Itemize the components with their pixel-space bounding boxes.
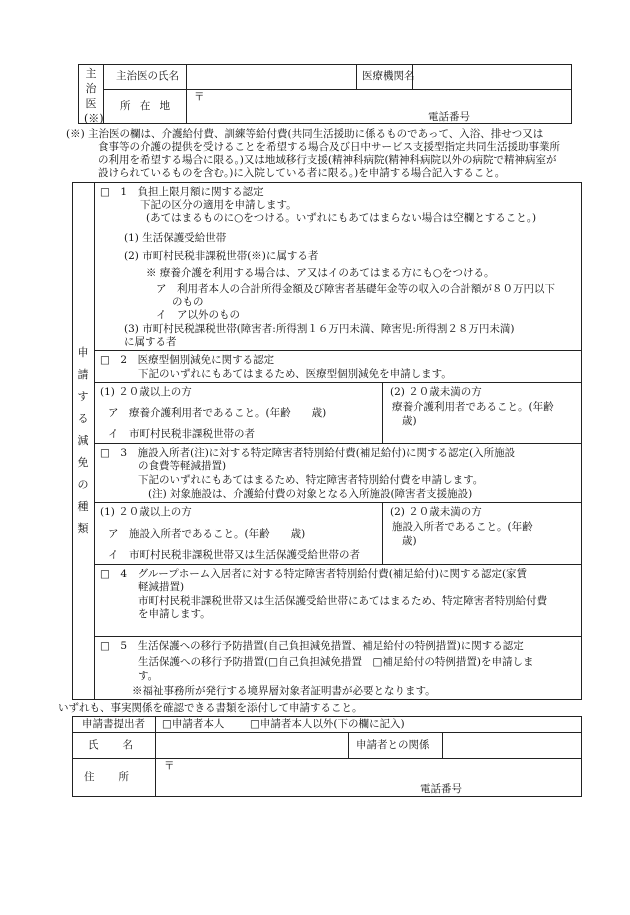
s3-text: (注) 対象施設は、介護給付費の対象となる入所施設(障害者支援施設) (148, 488, 473, 500)
submitter-label: 申請書提出者 (82, 718, 145, 730)
s2-title[interactable]: □ 2 医療型個別減免に関する認定 (100, 354, 275, 366)
submitter-other-checkbox[interactable]: □申請者本人以外(下の欄に記入) (250, 718, 405, 730)
s1-text: (あてはまるものに○をつける。いずれにもあてはまらない場合は空欄とすること。) (146, 212, 537, 224)
s3-text: 下記のいずれにもあてはまるため、特定障害者特別給付費を申請します。 (138, 474, 484, 486)
doctor-address-label: 所 在 地 (120, 100, 174, 112)
s3-left-option[interactable]: ア 施設入所者であること。(年齢 歳) (108, 528, 306, 540)
s1-option[interactable]: ア 利用者本人の合計所得金額及び障害者基礎年金等の収入の合計額が８０万円以下 (156, 283, 555, 295)
s3-title[interactable]: □ 3 施設入所者(注)に対する特定障害者特別給付費(補足給付)に関する認定(入所施設 (100, 447, 516, 459)
s4-text: 軽減措置) (138, 581, 185, 593)
s5-text: す。 (138, 670, 159, 682)
doctor-name-field[interactable] (190, 66, 352, 86)
applicant-name-label: 氏 名 (88, 739, 134, 751)
s3-column-divider (382, 502, 383, 564)
s2-left-head: (1) ２０歳以上の方 (100, 386, 192, 398)
s3-left-option[interactable]: イ 市町村民税非課税世帯又は生活保護受給世帯の者 (108, 549, 360, 561)
s1-text: ※ 療養介護を利用する場合は、ア又はイのあてはまる方にも○をつける。 (146, 267, 495, 279)
s1-text: 下記の区分の適用を申請します。 (140, 199, 297, 211)
doctor-phone-label: 電話番号 (428, 111, 470, 123)
submitter-self-checkbox[interactable]: □申請者本人 (162, 718, 225, 730)
s2-right-text: 歳) (402, 415, 417, 427)
applicant-address-label: 住 所 (84, 771, 130, 783)
relation-label-divider-right (442, 732, 443, 758)
doctor-name-label: 主治医の氏名 (116, 70, 179, 82)
s2-text: 下記のいずれにもあてはまるため、医療型個別減免を申請します。 (138, 368, 452, 380)
institution-label: 医療機関名 (362, 70, 415, 82)
s2-sub-divider (94, 382, 582, 383)
s1-option[interactable]: イ ア以外のもの (156, 309, 240, 321)
s1-text: のもの (172, 296, 204, 308)
s5-notice: ※福祉事務所が発行する境界層対象者証明書が必要となります。 (132, 685, 436, 697)
s5-title[interactable]: □ 5 生活保護への移行予防措置(自己負担減免措置、補足給付の特例措置)に関する認定 (100, 640, 524, 652)
applicant-row-divider-1 (72, 732, 582, 733)
s4-text: 市町村民税非課税世帯又は生活保護受給世帯にあてはまるため、特定障害者特別給付費 (138, 595, 548, 607)
s3-text: の食費等軽減措置) (138, 460, 227, 472)
applicant-phone-label: 電話番号 (420, 783, 462, 795)
s3-left-head: (1) ２０歳以上の方 (100, 506, 192, 518)
doctor-row-divider (103, 89, 572, 90)
doctor-side-label: 主治医(※) (84, 67, 104, 125)
doctor-label-divider (186, 64, 187, 124)
doctor-postal-mark: 〒 (194, 91, 205, 103)
s4-divider (94, 564, 582, 565)
s1-option[interactable]: (3) 市町村民税課税世帯(障害者:所得割１６万円未満、障害児:所得割２８万円未満) (124, 323, 515, 335)
note-line: 食事等の介護の提供を受けることを希望する場合及び日中サービス支援型指定共同生活援助事業所 (98, 141, 560, 153)
doctor-address-field[interactable] (206, 92, 566, 106)
s4-text: を申請します。 (138, 608, 211, 620)
applicant-row-divider-2 (72, 758, 582, 759)
doctor-institution-divider (356, 64, 357, 89)
s1-option[interactable]: (1) 生活保護受給世帯 (124, 232, 227, 244)
s2-left-option[interactable]: ア 療養介護利用者であること。(年齢 歳) (108, 407, 327, 419)
reduction-side-divider (94, 182, 95, 700)
institution-field[interactable] (416, 66, 568, 86)
applicant-postal-mark: 〒 (164, 760, 175, 772)
s4-title[interactable]: □ 4 グループホーム入居者に対する特定障害者特別給付費(補足給付)に関する認定(家賃 (100, 568, 528, 580)
s2-left-option[interactable]: イ 市町村民税非課税世帯の者 (108, 428, 255, 440)
s3-right-option[interactable]: 施設入所者であること。(年齢 (392, 521, 533, 533)
s2-right-option[interactable]: 療養介護利用者であること。(年齢 (392, 401, 554, 413)
note-line: (※) 主治医の欄は、介護給付費、訓練等給付費(共同生活援助に係るものであって、入浴、排せつ又は (66, 128, 544, 140)
note-line: の利用を希望する場合に限る。)又は地域移行支援(精神科病院(精神科病院以外の病院で精神病室が (98, 154, 557, 166)
s3-right-text: 歳) (402, 535, 417, 547)
relation-label: 申請者との関係 (356, 739, 430, 751)
s3-sub-divider (94, 502, 582, 503)
s5-divider (94, 636, 582, 637)
s2-column-divider (382, 382, 383, 443)
applicant-address-field[interactable] (176, 761, 576, 775)
s1-option[interactable]: (2) 市町村民税非課税世帯(※)に属する者 (124, 250, 319, 262)
s2-divider (94, 350, 582, 351)
applicant-label-divider (155, 716, 156, 797)
applicant-name-field[interactable] (160, 735, 344, 755)
s1-text: に属する者 (124, 336, 177, 348)
relation-field[interactable] (446, 735, 578, 755)
s2-right-head: (2) ２０歳未満の方 (390, 386, 482, 398)
footer-note: いずれも、事実関係を確認できる書類を添付して申請すること。 (58, 702, 363, 714)
s3-right-head: (2) ２０歳未満の方 (390, 506, 482, 518)
reduction-side-label: 申請する減免の種類 (77, 346, 89, 535)
s3-divider (94, 443, 582, 444)
relation-label-divider-left (348, 732, 349, 758)
note-line: 設けられているものを含む。)に入院している者に限る。)を申請する場合記入すること。 (98, 167, 506, 179)
s1-title[interactable]: □ 1 負担上限月額に関する認定 (100, 186, 264, 198)
s5-option-line[interactable]: 生活保護への移行予防措置(□自己負担減免措置 □補足給付の特例措置)を申請しま (138, 656, 534, 668)
